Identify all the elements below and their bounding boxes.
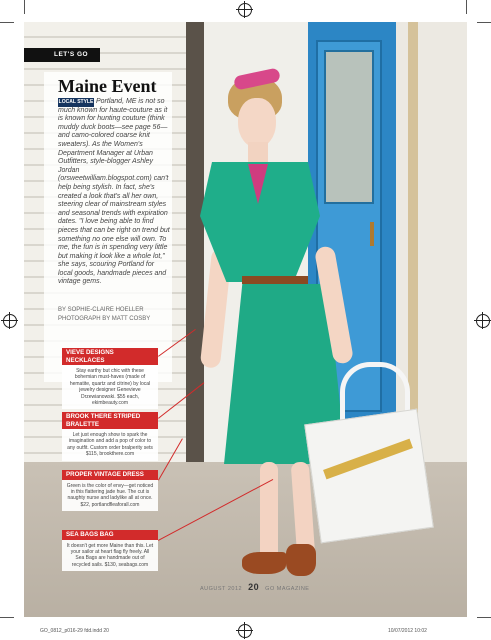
caption-heading: SEA BAGS BAG [62, 530, 158, 540]
caption-heading: PROPER VINTAGE DRESS [62, 470, 158, 480]
caption-text: Green is the color of envy—get noticed in this flattering jade hue. The cut is naughty nurse and ladylike all at once. $22, portlandfleaforall.com [66, 482, 154, 508]
local-style-badge: LOCAL STYLE [58, 99, 94, 105]
byline-block [58, 306, 176, 324]
brown-sandal-right [286, 544, 316, 576]
registration-mark [476, 314, 490, 328]
crop-mark [466, 0, 467, 14]
caption-text: It doesn't get more Maine than this. Let your sailor at heart flag fly freely. All Sea Bags are handmade out of recycled sails. $130, seabags.com [66, 542, 154, 568]
page-number: 20 [248, 582, 260, 592]
crop-mark [477, 22, 491, 23]
footer-magazine: GO MAGAZINE [265, 586, 310, 592]
caption-necklaces [62, 348, 158, 409]
brown-belt [242, 276, 308, 284]
caption-bralette [62, 412, 158, 461]
registration-mark [238, 624, 252, 638]
author-byline: BY SOPHIE-CLAIRE HOELLER [58, 307, 144, 313]
footer-date: AUGUST 2012 [200, 586, 243, 592]
section-tab: LET'S GO [24, 48, 100, 62]
crop-mark [477, 617, 491, 618]
crop-mark [0, 617, 14, 618]
caption-bag [62, 530, 158, 571]
crop-mark [0, 22, 14, 23]
page-footer [200, 582, 350, 592]
caption-heading: VIEVE DESIGNS NECKLACES [62, 348, 158, 365]
registration-mark [238, 3, 252, 17]
door-window [324, 50, 374, 204]
photo-credit: PHOTOGRAPH BY MATT COSBY [58, 316, 151, 322]
caption-text: Stay earthy but chic with these bohemian must-haves (made of hematite, quartz and citrine) by local jewelry designer Genevieve Drzewianowski. $55 each, ekimbeauty.com [69, 368, 151, 407]
article-title: Maine Event [58, 76, 157, 96]
model-leg-left [260, 462, 278, 562]
caption-dress [62, 470, 158, 511]
print-slug-file: GO_0812_p016-29 fdd.indd 20 [40, 628, 109, 634]
door-handle [370, 222, 374, 246]
registration-mark [3, 314, 17, 328]
article-body: Portland, ME is not so much known for haute-couture as it is known for hunting couture (think muddy duck boots—see page 56— and camo-colored coarse knit sweaters). As the Women's Department Manager at Urban Outfitters, style-blogger Ashley Jordan (orsweetwilliam.blogspot.com) can't help being stylish. In fact, she's created a look that's all her own, steering clear of mainstream styles and seasonal trends with expiration dates. "I love being able to find pieces that can be right on trend but something no one else will own. To me, the fun is in spending very little but making it look like a whole lot," she says, scouring Portland for local goods, handmade pieces and vintage gems. [58, 98, 170, 286]
door-trim [186, 22, 204, 472]
print-slug-date: 10/07/2012 10:02 [388, 628, 427, 634]
crop-mark [24, 0, 25, 14]
caption-text: Let just enough show to spark the imagination and add a pop of color to any outfit. Custom order bralperity sets $115, brookthere.com [67, 432, 153, 458]
model-face [238, 98, 276, 148]
brown-sandal-left [242, 552, 286, 574]
caption-heading: BROOK THERE STRIPED BRALETTE [62, 412, 158, 429]
sea-bags-tote [304, 409, 434, 544]
